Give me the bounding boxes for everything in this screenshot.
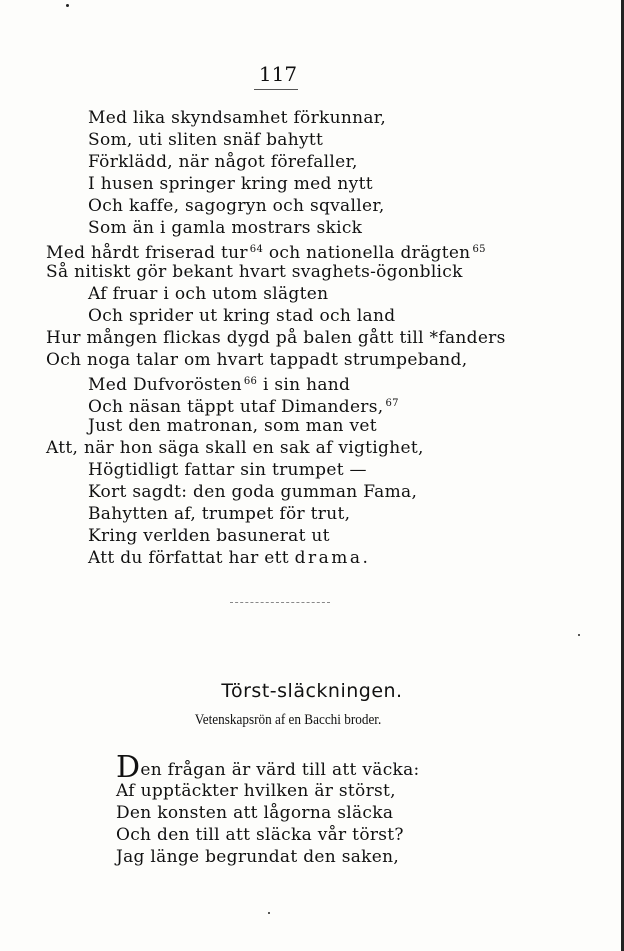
verse-line: Med hårdt friserad tur $^{64}$ och nationella drägten $^{65}$: [46, 243, 486, 263]
section-divider: [230, 602, 330, 603]
verse-line: Så nitiskt gör bekant hvart svaghets-ögonblick: [46, 262, 463, 282]
verse-line: Och noga talar om hvart tappadt strumpeband,: [46, 350, 468, 370]
verse-line: Kring verlden basunerat ut: [88, 526, 330, 546]
verse-line: Med lika skyndsamhet förkunnar,: [88, 108, 387, 128]
line-prefix: Och: [46, 350, 82, 370]
line-prefix: Så: [46, 262, 69, 282]
verse-line: Med Dufvorösten $^{66}$ i sin hand: [88, 375, 351, 395]
verse-line: Och näsan täppt utaf Dimanders, $^{67}$: [88, 397, 399, 417]
verse-line: Af fruar i och utom slägten: [88, 284, 329, 304]
print-speck: [578, 634, 580, 636]
verse-line: Jag länge begrundat den saken,: [116, 847, 400, 867]
verse-line: Den konsten att lågorna släcka: [116, 803, 394, 823]
verse-line: Som än i gamla mostrars skick: [88, 218, 363, 238]
page-number-rule: [254, 89, 298, 90]
verse-line: Kort sagdt: den goda gumman Fama,: [88, 482, 418, 502]
print-speck: [268, 912, 270, 914]
verse-line: Att du författat har ett drama.: [88, 548, 371, 568]
line-prefix: Hur: [46, 328, 81, 348]
line-prefix: Med: [46, 243, 86, 263]
poem-title: Törst-släckningen.: [221, 680, 403, 702]
footnote-ref: 67: [385, 398, 399, 409]
spaced-word: drama.: [294, 548, 371, 568]
verse-line: Och sprider ut kring stad och land: [88, 306, 396, 326]
drop-cap: D: [116, 750, 141, 785]
verse-line: Att, när hon säga skall en sak af vigtighet,: [46, 438, 424, 458]
verse-line: Hur mången flickas dygd på balen gått till *fanders: [46, 328, 506, 348]
footnote-ref: 66: [243, 376, 258, 387]
verse-line: Förklädd, när något förefaller,: [88, 152, 358, 172]
verse-line: I husen springer kring med nytt: [88, 174, 373, 194]
verse-line: Högtidligt fattar sin trumpet —: [88, 460, 367, 480]
footnote-ref: 65: [472, 244, 486, 255]
verse-line: Af upptäckter hvilken är störst,: [116, 781, 396, 801]
verse-line: Och kaffe, sagogryn och sqvaller,: [88, 196, 385, 216]
verse-line: Bahytten af, trumpet för trut,: [88, 504, 351, 524]
footnote-ref: 64: [249, 244, 264, 255]
print-speck: [66, 4, 69, 7]
verse-line: Just den matronan, som man vet: [88, 416, 377, 436]
verse-line: Och den till att släcka vår törst?: [116, 825, 404, 845]
verse-line: Som, uti sliten snäf bahytt: [88, 130, 324, 150]
page-number: 117: [258, 62, 298, 86]
line-prefix: Att,: [46, 438, 79, 458]
verse-line: Den frågan är värd till att väcka:: [116, 750, 420, 785]
poem-subtitle: Vetenskapsrön af en Bacchi broder.: [194, 712, 382, 728]
